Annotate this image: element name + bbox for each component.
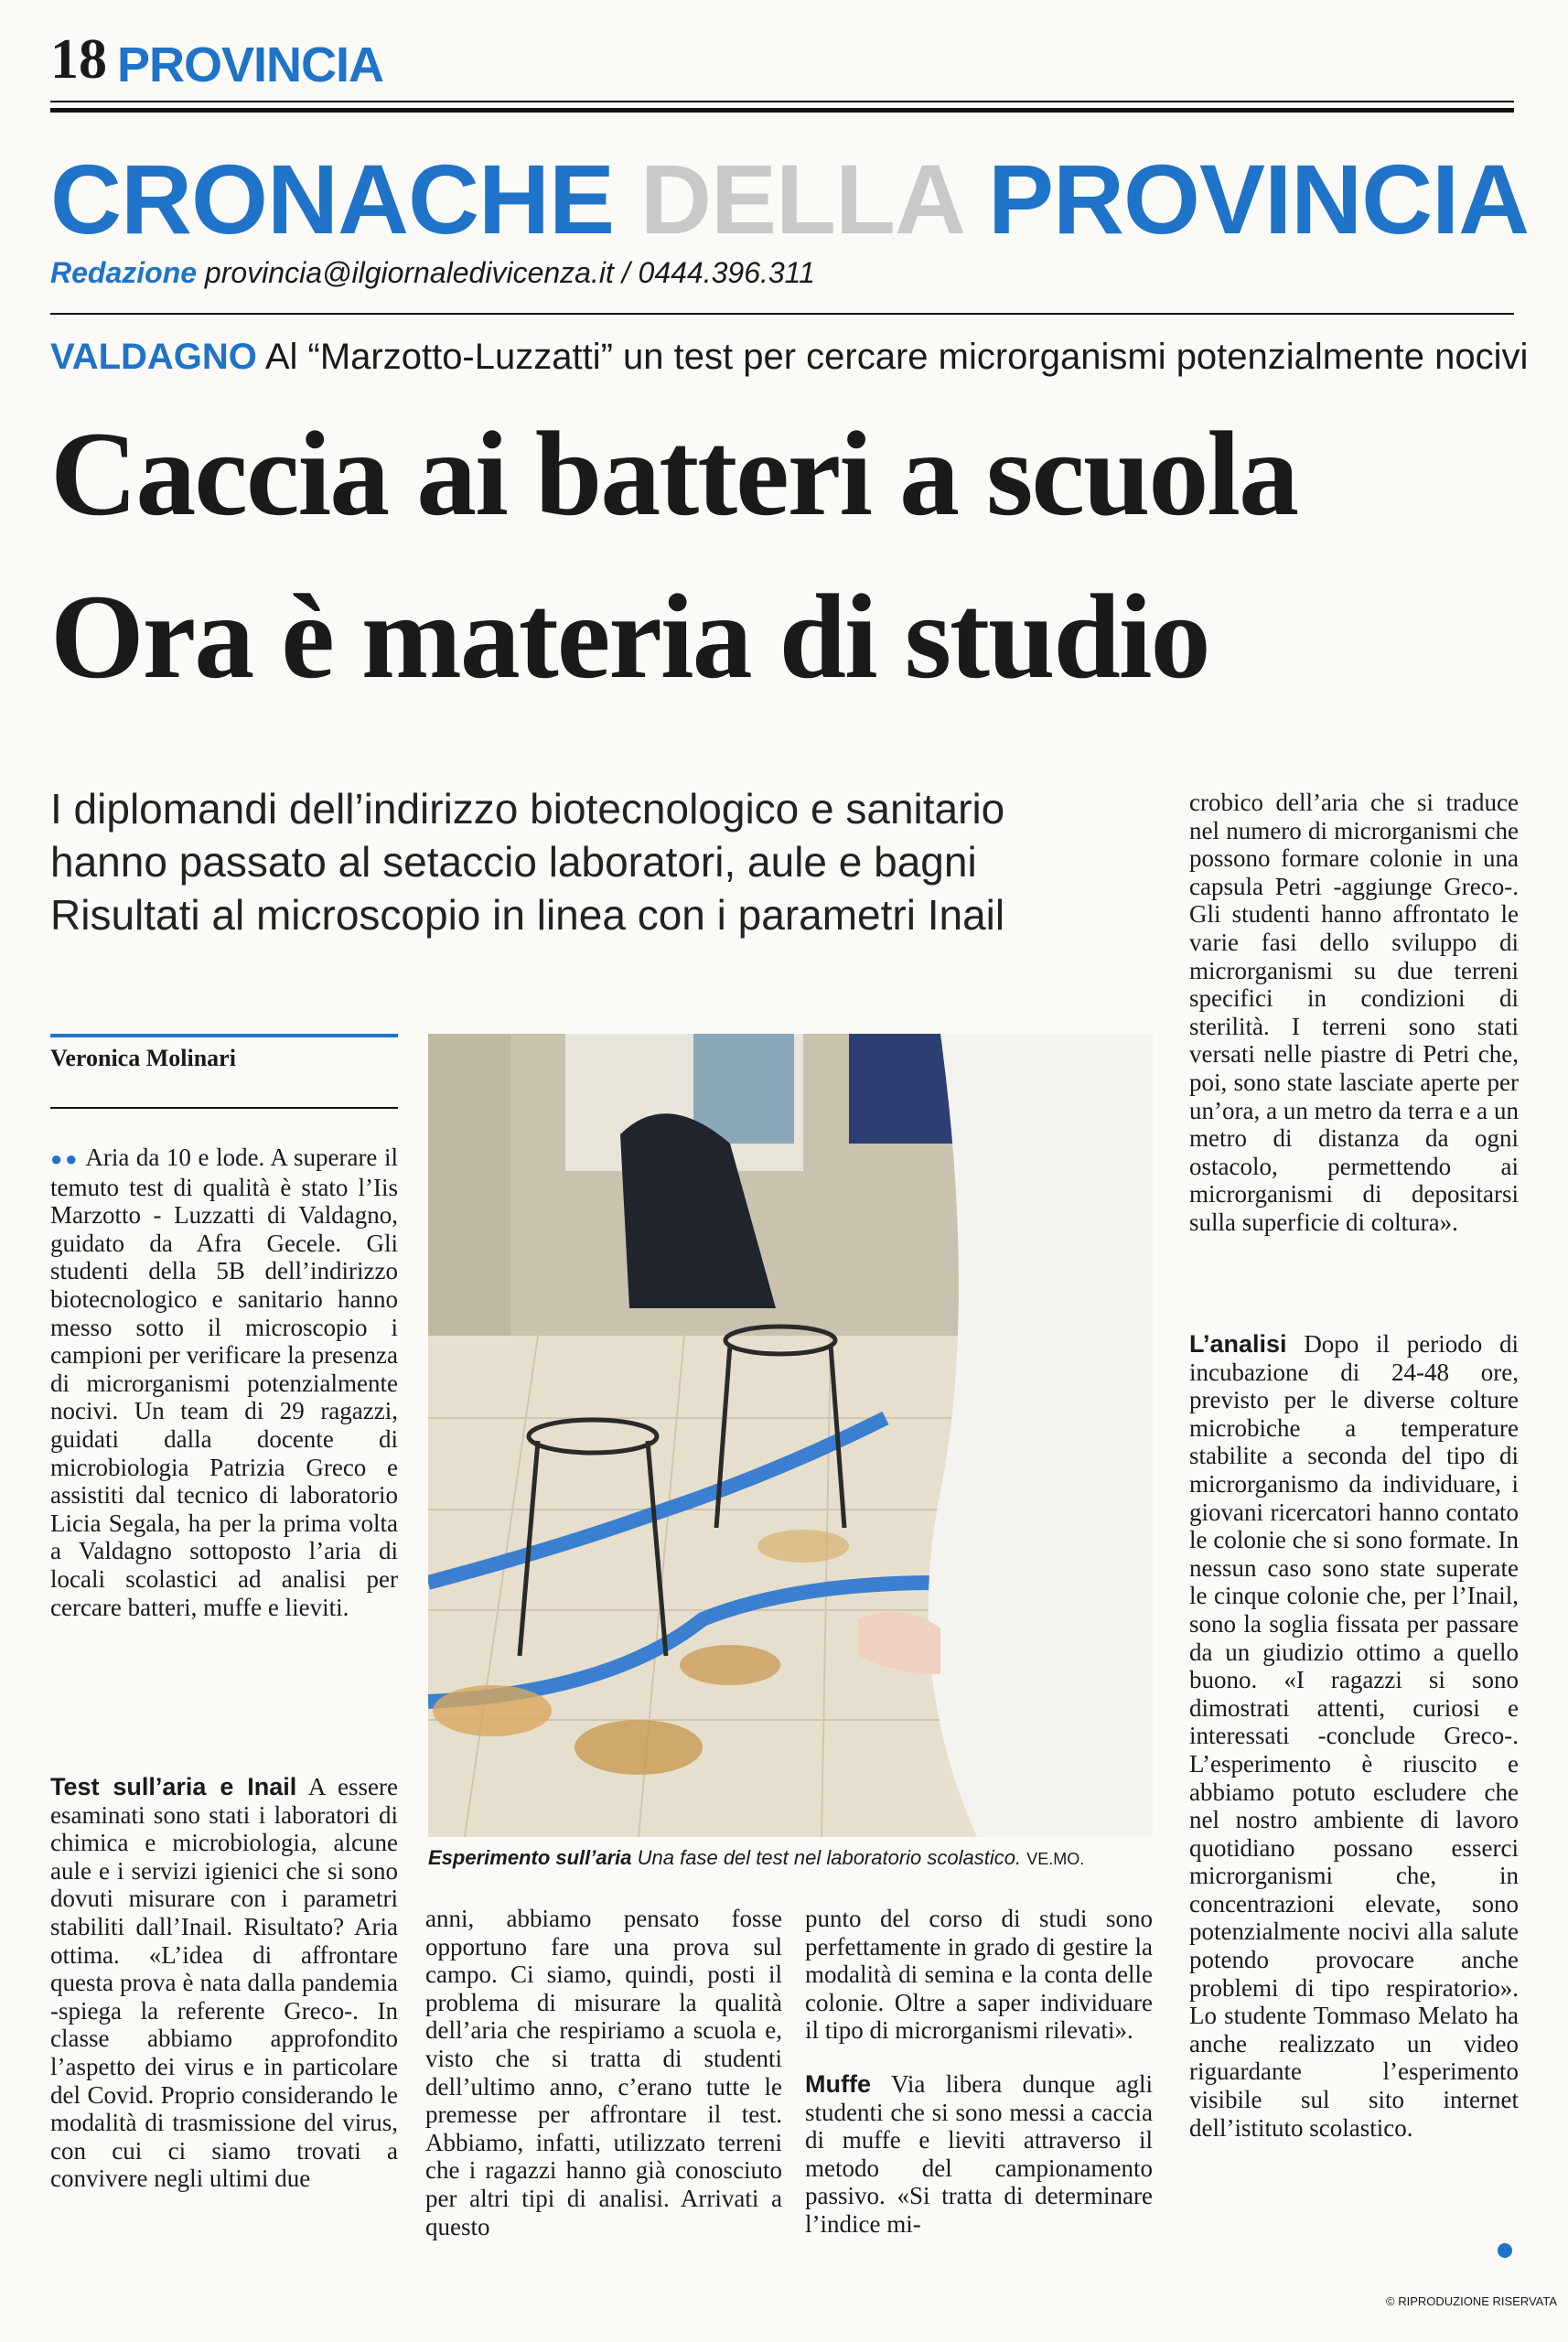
body-column-3 xyxy=(805,1905,1153,2239)
header-rule-top xyxy=(50,101,1514,102)
caption-label: Esperimento sull’aria xyxy=(428,1846,632,1869)
contact-line xyxy=(50,256,815,290)
subheading-analisi: L’analisi xyxy=(1189,1330,1287,1358)
section-label: PROVINCIA xyxy=(117,38,384,92)
kicker-place: VALDAGNO xyxy=(50,337,257,377)
subheadline xyxy=(50,782,1176,941)
kicker-text: Al “Marzotto-Luzzatti” un test per cercare microrganismi potenzialmente nocivi xyxy=(264,337,1529,377)
body-column-2 xyxy=(425,1905,782,2240)
subheading-test: Test sull’aria e Inail xyxy=(50,1773,297,1800)
byline-rule-bottom xyxy=(50,1107,398,1109)
paragraph-6: crobico dell’aria che si traduce nel numero di microrganismi che possono formare colonie in una capsula Petri -aggiunge Greco-. Gli studenti hanno affrontato le varie fasi dello sviluppo di microrganismi su due terreni specifici in condizioni di sterilità. I terreni sono stati versati nelle piastre di Petri che, poi, sono state lasciate aperte per un’ora, a un metro da terra e a un metro di distanza da ogni ostacolo, permettendo ai microrganismi di depositarsi sulla superficie di coltura». xyxy=(1189,789,1519,1236)
subhead-line-2: hanno passato al setaccio laboratori, aule e bagni xyxy=(50,838,977,886)
lab-photo xyxy=(428,1034,1153,1837)
paragraph-4: punto del corso di studi sono perfettamente in grado di gestire la modalità di semina e la conta delle colonie. Oltre a saper individuare il tipo di microrganismi rilevati». xyxy=(805,1905,1153,2045)
lead-dots: ●● xyxy=(50,1147,81,1170)
headline-line-2: Ora è materia di studio xyxy=(50,569,1209,704)
page-number: 18 xyxy=(50,28,107,91)
body-column-4b xyxy=(1189,1330,1519,2142)
lab-photo-illustration xyxy=(428,1034,1153,1837)
end-marker xyxy=(1498,2243,1512,2258)
byline-rule-top xyxy=(50,1034,398,1037)
body-column-1a xyxy=(50,1144,398,1621)
paragraph-2: A essere esaminati sono stati i laboratori di chimica e microbiologia, alcune aule e i servizi igienici che si sono dovuti misurare con i parametri stabiliti dall’Inail. Risultato? Aria ottima. «L’idea di affrontare questa prova è nata dalla pandemia -spiega la referente Greco-. In classe abbiamo approfondito l’aspetto dei virus e in particolare del Covid. Proprio considerando le modalità di trasmissione del virus, con cui ci siamo trovati a convivere negli ultimi due xyxy=(50,1773,399,2193)
paragraph-1: Aria da 10 e lode. A superare il temuto test di qualità è stato l’Iis Marzotto - Luzzatti di Valdagno, guidato da Afra Gecele. Gli studenti della 5B dell’indirizzo biotecnologico e sanitario hanno messo sotto il microscopio i campioni per verificare la presenza di microrganismi potenzialmente nocivi. Un team di 29 ragazzi, guidati dalla docente di microbiologia Patrizia Greco e assistiti dal tecnico di laboratorio Licia Segala, ha per la prima volta a Valdagno sottoposto l’aria di locali scolastici ad analisi per cercare batteri, muffe e lieviti. xyxy=(50,1144,398,1621)
contact-info: provincia@ilgiornaledivicenza.it / 0444.396.311 xyxy=(204,256,815,289)
copyright-notice: © RIPRODUZIONE RISERVATA xyxy=(1386,2294,1558,2308)
headline-line-1: Caccia ai batteri a scuola xyxy=(50,406,1298,541)
subhead-line-1: I diplomandi dell’indirizzo biotecnologico e sanitario xyxy=(50,785,1005,833)
contact-label: Redazione xyxy=(50,256,198,289)
banner-word-1: CRONACHE xyxy=(50,144,615,254)
body-column-4 xyxy=(1189,789,1519,1237)
caption-credit: VE.MO. xyxy=(1026,1850,1085,1868)
header-rule-bottom xyxy=(50,108,1514,113)
banner-word-3: PROVINCIA xyxy=(988,144,1530,254)
section-banner xyxy=(50,142,1529,256)
byline: Veronica Molinari xyxy=(50,1045,236,1071)
paragraph-5: Via libera dunque agli studenti che si sono messi a caccia di muffe e lieviti attraverso il metodo del campionamento passivo. «Si tratta di determinare l’indice mi- xyxy=(805,2069,1154,2238)
photo-caption xyxy=(428,1846,1153,1870)
caption-text: Una fase del test nel laboratorio scolastico. xyxy=(637,1846,1022,1869)
paragraph-3: anni, abbiamo pensato fosse opportuno fare una prova sul campo. Ci siamo, quindi, posti il problema di misurare la qualità dell’aria che respiriamo a scuola e, visto che si tratta di studenti dell’ultimo anno, c’erano tutte le premesse per affrontare il test. Abbiamo, infatti, utilizzato terreni che i ragazzi hanno già conosciuto per altri tipi di analisi. Arrivati a questo xyxy=(425,1905,782,2240)
paragraph-7: Dopo il periodo di incubazione di 24-48 ore, previsto per le diverse colture microbiche a temperature stabilite a seconda del tipo di microrganismo da individuare, i giovani ricercatori hanno contato le colonie che si sono formate. In nessun caso sono state superate le cinque colonie che, per l’Inail, sono la soglia fissata per passare da un giudizio ottimo a quello buono. «I ragazzi si sono dimostrati attenti, curiosi e interessati -conclude Greco-. L’esperimento è riuscito e abbiamo potuto escludere che nel nostro ambiente di lavoro quotidiano possano esserci microrganismi che, in concentrazioni elevate, sono potenzialmente nocivi alla salute potendo provocare anche problemi di tipo respiratorio». Lo studente Tommaso Melato ha anche realizzato un video riguardante l’esperimento visibile sul sito internet dell’istituto scolastico. xyxy=(1189,1330,1520,2142)
subhead-line-3: Risultati al microscopio in linea con i parametri Inail xyxy=(50,891,1005,939)
banner-word-2: DELLA xyxy=(640,144,961,254)
contact-rule xyxy=(50,313,1514,315)
subheading-muffe: Muffe xyxy=(805,2069,871,2098)
body-column-1b xyxy=(50,1773,398,2193)
kicker xyxy=(50,337,1528,378)
